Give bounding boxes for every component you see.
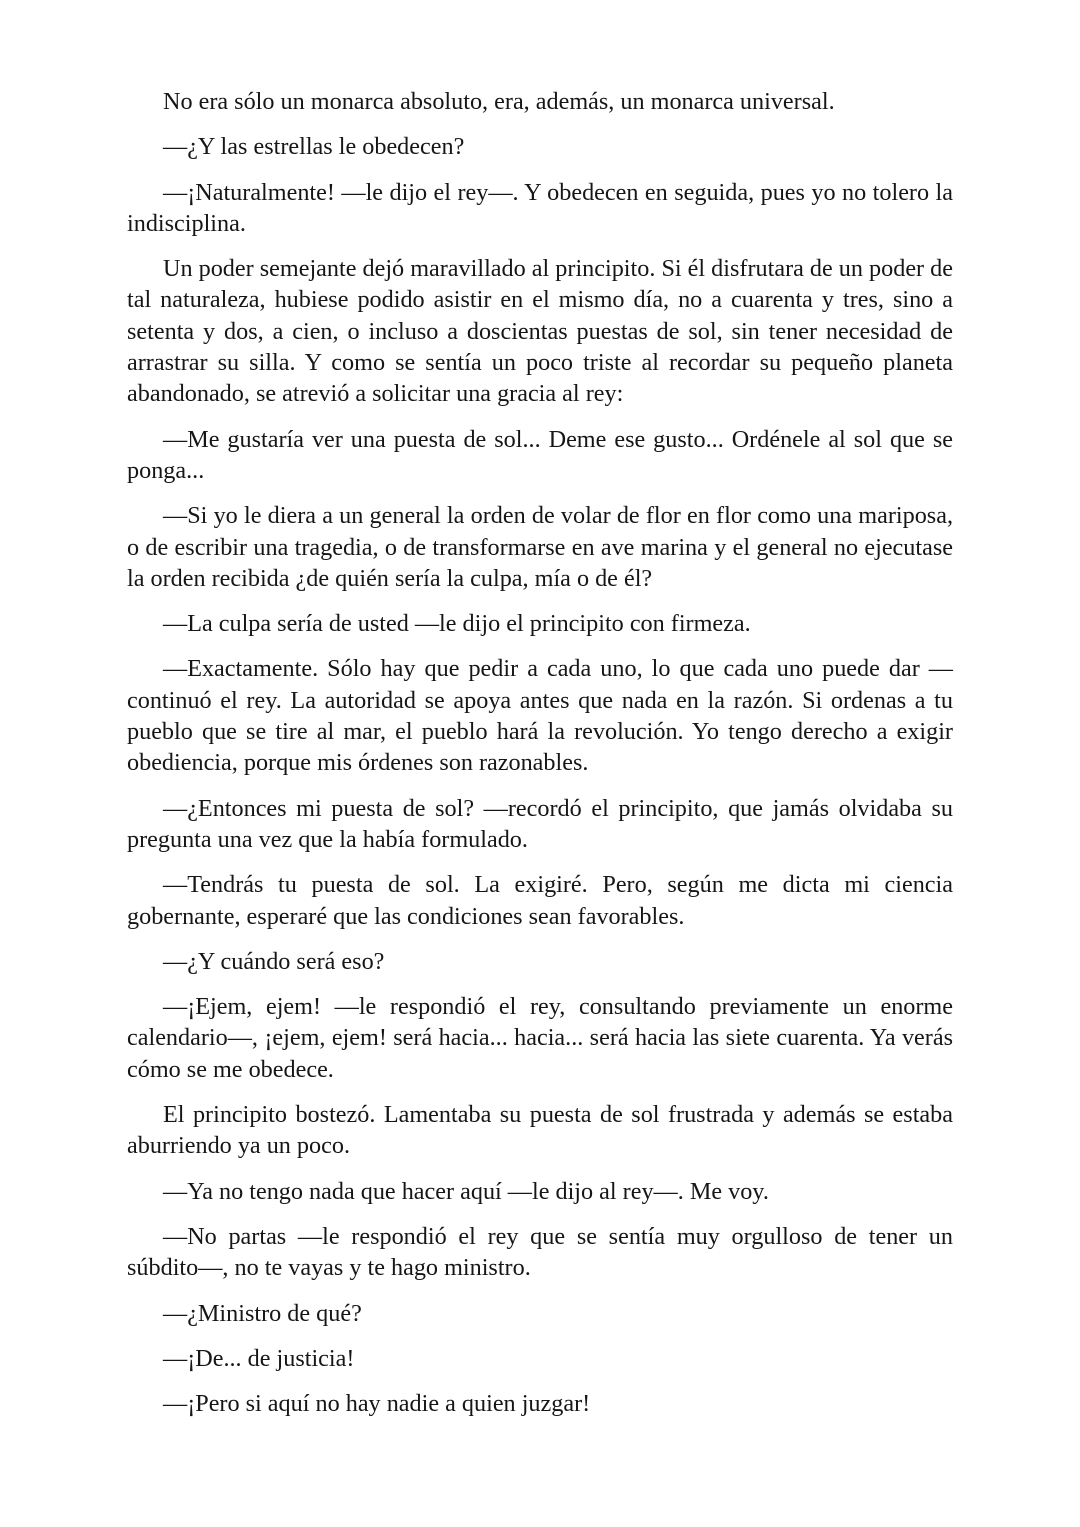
paragraph: —Tendrás tu puesta de sol. La exigiré. Pero, según me dicta mi ciencia gobernante, esperaré que las condiciones sean favorables. xyxy=(127,871,953,930)
paragraph: —No partas —le respondió el rey que se sentía muy orgulloso de tener un súbdito—, no te vayas y te hago ministro. xyxy=(127,1222,953,1282)
paragraph: —La culpa sería de usted —le dijo el principito con firmeza. xyxy=(163,610,751,638)
paragraph: —Me gustaría ver una puesta de sol... Deme ese gusto... Ordénele al sol que se ponga... xyxy=(127,425,953,484)
paragraph: El principito bostezó. Lamentaba su puesta de sol frustrada y además se estaba aburriendo ya un poco. xyxy=(127,1101,953,1160)
paragraph: —Ya no tengo nada que hacer aquí —le dijo al rey—. Me voy. xyxy=(163,1177,769,1205)
paragraph: —¡Naturalmente! —le dijo el rey—. Y obedecen en seguida, pues yo no tolero la indisciplina. xyxy=(127,178,953,237)
paragraph: —Si yo le diera a un general la orden de volar de flor en flor como una mariposa, o de escribir una tragedia, o de transformarse en ave marina y el general no ejecutase la orden recibida ¿de quién sería la culpa, mía o de él? xyxy=(127,502,953,592)
paragraph: —¡Pero si aquí no hay nadie a quien juzgar! xyxy=(163,1390,591,1418)
paragraph: —Exactamente. Sólo hay que pedir a cada uno, lo que cada uno puede dar —continuó el rey. La autoridad se apoya antes que nada en la razón. Si ordenas a tu pueblo que se tire al mar, el pueblo hará la revolución. Yo tengo derecho a exigir obediencia, porque mis órdenes son razonables. xyxy=(127,655,953,777)
paragraph: —¡De... de justicia! xyxy=(163,1344,355,1372)
document-page xyxy=(127,86,953,1433)
paragraph: —¿Y las estrellas le obedecen? xyxy=(163,133,465,161)
paragraph: No era sólo un monarca absoluto, era, además, un monarca universal. xyxy=(163,88,835,115)
paragraph: Un poder semejante dejó maravillado al principito. Si él disfrutara de un poder de tal naturaleza, hubiese podido asistir en el mismo día, no a cuarenta y tres, sino a setenta y dos, a cien, o incluso a doscientas puestas de sol, sin tener necesidad de arrastrar su silla. Y como se sentía un poco triste al recordar su pequeño planeta abandonado, se atrevió a solicitar una gracia al rey: xyxy=(127,255,953,408)
paragraph: —¡Ejem, ejem! —le respondió el rey, consultando previamente un enorme calendario—, ¡ejem, ejem! será hacia... hacia... será hacia las siete cuarenta. Ya verás cómo se me obedece. xyxy=(127,993,953,1083)
paragraph: —¿Entonces mi puesta de sol? —recordó el principito, que jamás olvidaba su pregunta una vez que la había formulado. xyxy=(127,794,953,853)
paragraph: —¿Ministro de qué? xyxy=(163,1299,362,1327)
paragraph: —¿Y cuándo será eso? xyxy=(163,947,385,975)
